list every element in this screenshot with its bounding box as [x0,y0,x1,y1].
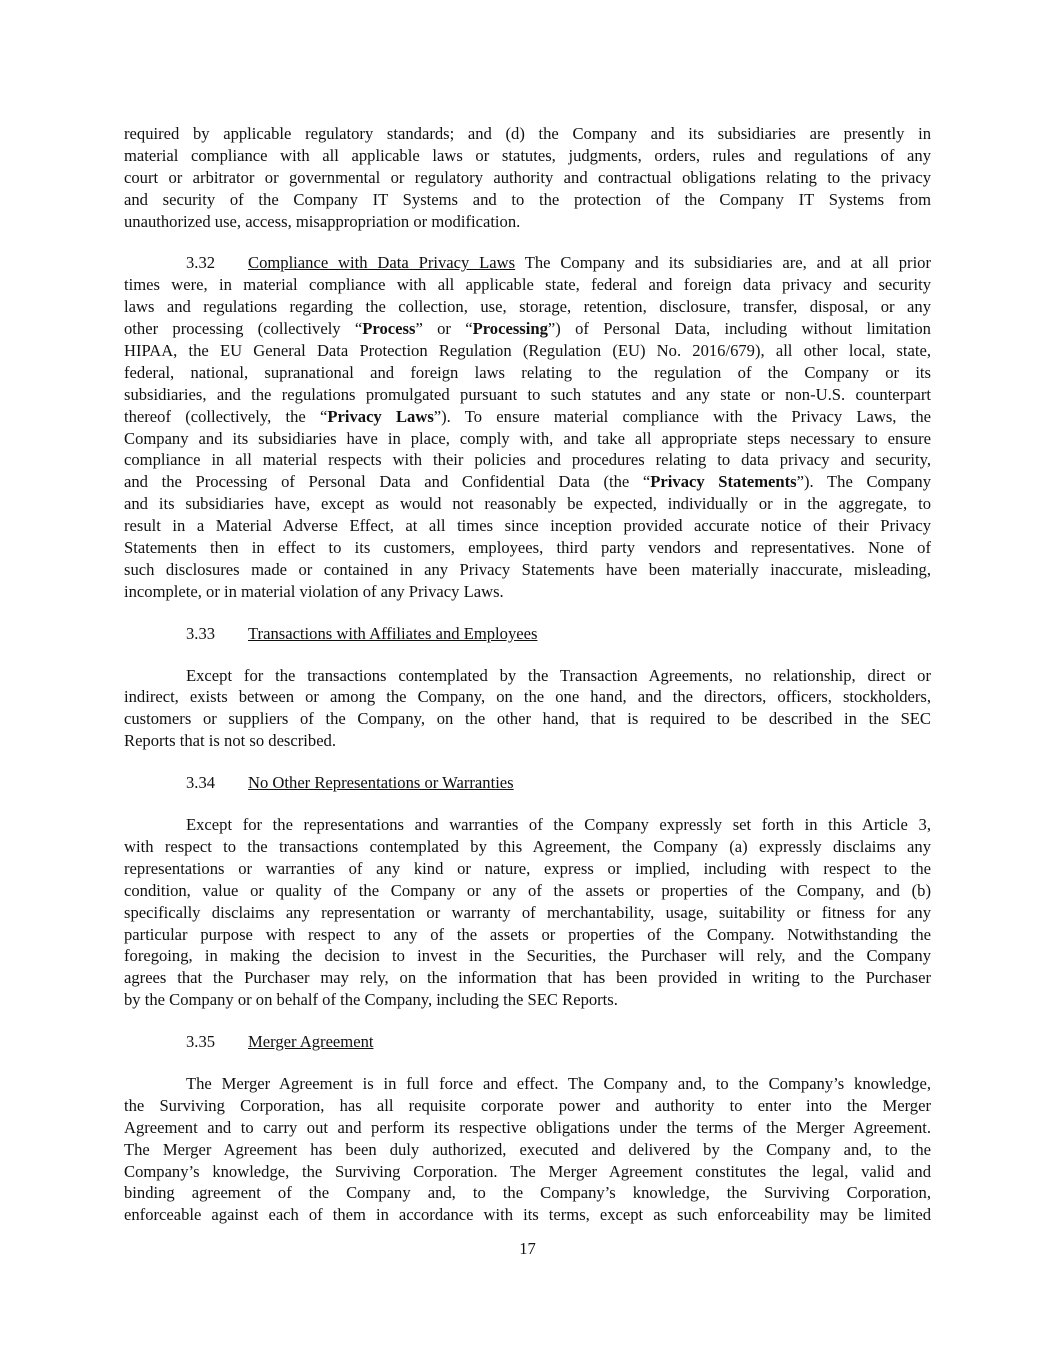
text: ”). The Company [796,472,931,492]
paragraph [124,1073,931,1226]
text-line [124,318,931,340]
text: The Merger Agreement has been duly authorized, executed and delivered by the Company and, to the [124,1139,931,1159]
text-line [124,814,931,836]
text-line [124,167,931,189]
page-number: 17 [519,1239,536,1258]
text: Agreement and to carry out and perform its respective obligations under the terms of the Merger Agreement. [124,1117,931,1137]
text: court or arbitrator or governmental or regulatory authority and contractual obligations relating to the privacy [124,167,931,187]
text: required by applicable regulatory standards; and (d) the Company and its subsidiaries are presently in [124,124,931,143]
section-heading [124,1031,931,1053]
paragraph [124,252,931,602]
text-line [124,274,931,296]
text-line [124,1117,931,1139]
text-line [124,123,931,145]
section-title: Compliance with Data Privacy Laws [248,253,516,273]
text: Statements then in effect to its customers, employees, third party vendors and representatives. None of [124,538,931,558]
section-heading [124,772,931,794]
text: agrees that the Purchaser may rely, on the information that has been provided in writing to the Purchaser [124,968,931,988]
section-heading [124,623,931,645]
text-line [124,515,931,537]
text: laws and regulations regarding the collection, use, storage, retention, disclosure, transfer, disposal, or any [124,297,931,317]
text: and the Processing of Personal Data and Confidential Data (the “ [124,472,651,492]
text-line [124,493,931,515]
text: ”) of Personal Data, including without limitation [547,319,931,339]
text-line [124,1204,931,1226]
section-title: No Other Representations or Warranties [248,773,514,793]
defined-term: Processing [472,319,548,339]
text-line [124,730,931,752]
text-line [124,1095,931,1117]
defined-term: Privacy Laws [327,406,434,426]
text-line [124,708,931,730]
text: thereof (collectively, the “ [124,406,328,426]
text-line [124,945,931,967]
text: incomplete, or in material violation of any Privacy Laws. [124,581,504,601]
text-line [124,858,931,880]
text-line [124,384,931,406]
paragraph [124,123,931,232]
text: foregoing, in making the decision to invest in the Securities, the Purchaser will rely, and the Company [124,946,931,966]
text: material compliance with all applicable laws or statutes, judgments, orders, rules and regulations of any [124,145,931,165]
text-line [124,145,931,167]
text: binding agreement of the Company and, to the Company’s knowledge, the Surviving Corporation, [124,1183,931,1203]
section-number: 3.34 [186,773,216,793]
text-line [124,1073,931,1095]
section-title: Transactions with Affiliates and Employees [248,623,538,643]
text: specifically disclaims any representation or warranty of merchantability, usage, suitability or fitness for any [124,902,931,922]
text-line [124,559,931,581]
section-heading-line [124,1031,931,1053]
text: such disclosures made or contained in any Privacy Statements have been materially inaccurate, misleading, [124,559,931,579]
text: HIPAA, the EU General Data Protection Regulation (Regulation (EU) No. 2016/679), all other local, state, [124,341,931,361]
text: unauthorized use, access, misappropriation or modification. [124,211,521,231]
section-number: 3.32 [186,253,216,273]
text-line [124,471,931,493]
text-line [124,1161,931,1183]
section-number: 3.35 [186,1032,216,1052]
text: Reports that is not so described. [124,731,336,751]
text: times were, in material compliance with all applicable state, federal and foreign data privacy and security [124,275,931,295]
text-line [124,189,931,211]
text-line [124,581,931,603]
text: compliance in all material respects with their policies and procedures relating to data privacy and security, [124,450,931,470]
text-line [124,924,931,946]
text: subsidiaries, and the regulations promulgated pursuant to such statutes and any state or non-U.S. counterpart [124,384,931,404]
text: enforceable against each of them in accordance with its terms, except as such enforceability may be limited [124,1205,931,1225]
text: Except for the transactions contemplated by the Transaction Agreements, no relationship, direct or [186,665,931,685]
text-line [124,665,931,687]
defined-term: Process [362,319,416,339]
text: ” or “ [415,319,473,339]
paragraph [124,814,931,1011]
section-heading-line [124,772,931,794]
text: indirect, exists between or among the Company, on the one hand, and the directors, officers, stockholders, [124,687,931,707]
text-line [124,537,931,559]
text: representations or warranties of any kind or nature, express or implied, including with respect to the [124,858,931,878]
text-line [124,989,931,1011]
text: the Surviving Corporation, has all requisite corporate power and authority to enter into the Merger [124,1095,931,1115]
text-line [124,880,931,902]
section-title: Merger Agreement [248,1032,374,1052]
text: The Merger Agreement is in full force and effect. The Company and, to the Company’s knowledge, [186,1073,931,1093]
text: and its subsidiaries have, except as would not reasonably be expected, individually or in the aggregate, to [124,494,931,514]
text: and security of the Company IT Systems and to the protection of the Company IT Systems from [124,189,931,209]
text: Company and its subsidiaries have in place, comply with, and take all appropriate steps necessary to ensure [124,428,931,448]
text-line [124,296,931,318]
document-body [124,123,931,1246]
text: condition, value or quality of the Company or any of the assets or properties of the Company, and (b) [124,880,931,900]
section-heading-line [124,623,931,645]
text-line [124,836,931,858]
text-line [124,1182,931,1204]
text: by the Company or on behalf of the Company, including the SEC Reports. [124,990,618,1010]
text: federal, national, supranational and foreign laws relating to the regulation of the Company or its [124,362,931,382]
text-line [124,428,931,450]
text: Except for the representations and warranties of the Company expressly set forth in this Article 3, [186,815,931,835]
text-line [124,1139,931,1161]
text-line [124,340,931,362]
section-number: 3.33 [186,623,216,643]
text: particular purpose with respect to any of the assets or properties of the Company. Notwithstanding the [124,924,931,944]
text-line [124,362,931,384]
defined-term: Privacy Statements [650,472,797,492]
text-line [124,902,931,924]
text: other processing (collectively “ [124,319,363,339]
text-line [124,686,931,708]
text: result in a Material Adverse Effect, at all times since inception provided accurate notice of their Privacy [124,516,931,536]
text: with respect to the transactions contemplated by this Agreement, the Company (a) expressly disclaims any [124,836,931,856]
text-line [124,967,931,989]
text: customers or suppliers of the Company, on the other hand, that is required to be described in the SEC [124,709,931,729]
text-line [124,449,931,471]
text-line [124,406,931,428]
text: The Company and its subsidiaries are, and at all prior [515,253,932,273]
text-line [124,252,931,274]
paragraph [124,665,931,753]
text: Company’s knowledge, the Surviving Corporation. The Merger Agreement constitutes the legal, valid and [124,1161,931,1181]
text-line [124,211,931,233]
text: ”). To ensure material compliance with the Privacy Laws, the [433,406,931,426]
